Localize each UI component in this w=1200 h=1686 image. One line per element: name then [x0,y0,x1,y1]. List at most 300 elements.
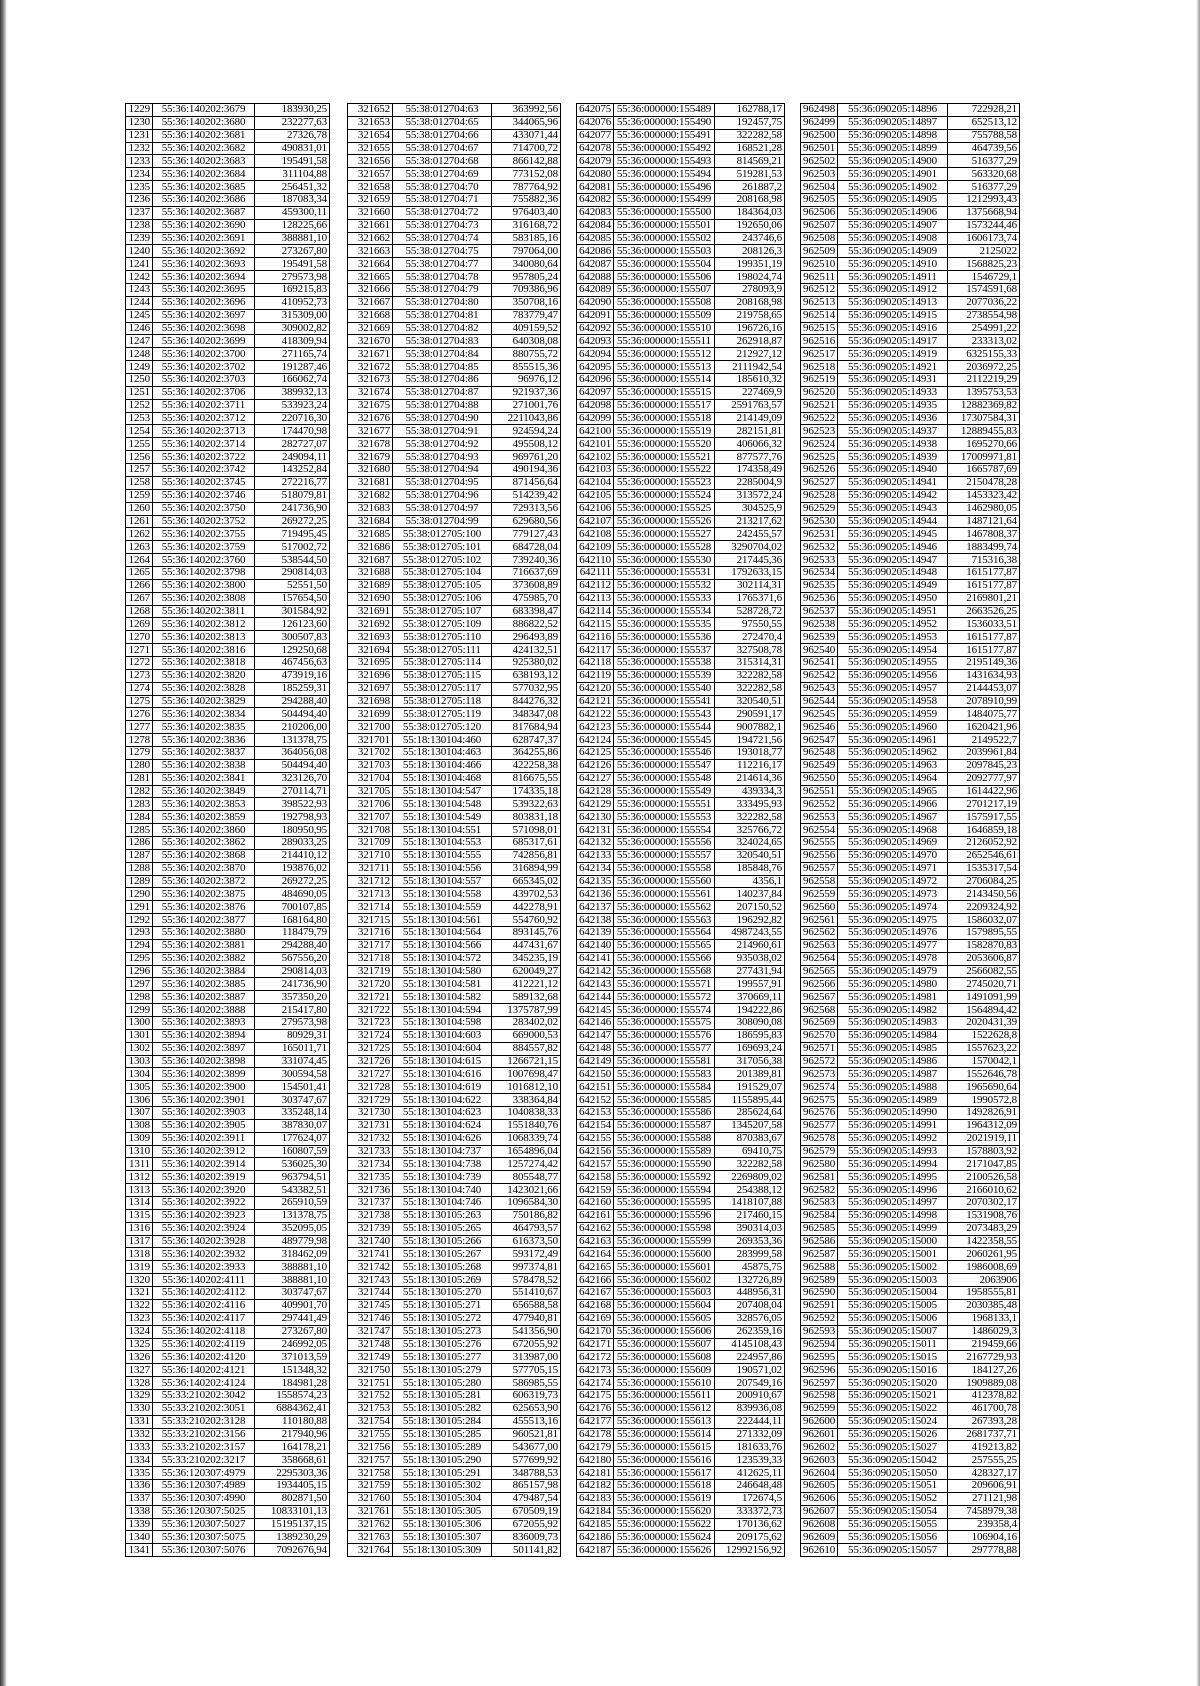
table-row [348,489,561,502]
row-number-cell: 642097 [577,386,614,399]
table-row [801,258,1020,271]
row-number-cell: 962568 [801,1004,838,1017]
cadastral-value-cell: 464793,57 [492,1222,561,1235]
cadastral-number-cell: 55:36:000000:155493 [614,155,715,168]
row-number-cell: 642135 [577,875,614,888]
row-number-cell: 321731 [348,1119,393,1132]
cadastral-value-cell: 297441,49 [255,1312,330,1325]
cadastral-value-cell: 2663526,25 [948,605,1020,618]
table-row [348,1389,561,1402]
table-row [126,181,330,194]
cadastral-value-cell: 194721,56 [715,734,785,747]
cadastral-number-cell: 55:36:090205:14947 [838,554,948,567]
cadastral-number-cell: 55:36:140202:3914 [153,1158,255,1171]
row-number-cell: 962499 [801,116,838,129]
cadastral-table-block-2 [347,103,561,1557]
table-row [348,695,561,708]
table-row [348,155,561,168]
cadastral-value-cell: 388881,10 [255,1261,330,1274]
table-row [801,1518,1020,1531]
cadastral-value-cell: 294288,40 [255,695,330,708]
cadastral-number-cell: 55:36:000000:155518 [614,412,715,425]
cadastral-value-cell: 272470,4 [715,631,785,644]
cadastral-number-cell: 55:36:000000:155530 [614,554,715,567]
row-number-cell: 962521 [801,399,838,412]
cadastral-value-cell: 97550,55 [715,618,785,631]
table-row [348,1338,561,1351]
cadastral-number-cell: 55:36:000000:155583 [614,1068,715,1081]
row-number-cell: 962587 [801,1248,838,1261]
cadastral-value-cell: 836009,73 [492,1531,561,1544]
row-number-cell: 1240 [126,245,153,258]
cadastral-number-cell: 55:18:130105:272 [393,1312,492,1325]
cadastral-value-cell: 192457,75 [715,116,785,129]
table-row [577,142,785,155]
cadastral-number-cell: 55:38:012705:101 [393,541,492,554]
row-number-cell: 642124 [577,734,614,747]
table-row [577,386,785,399]
table-row [126,284,330,297]
cadastral-number-cell: 55:36:140202:3800 [153,579,255,592]
cadastral-number-cell: 55:36:000000:155626 [614,1544,715,1557]
row-number-cell: 642101 [577,438,614,451]
row-number-cell: 642114 [577,605,614,618]
cadastral-number-cell: 55:36:140202:3818 [153,656,255,669]
table-row [577,824,785,837]
cadastral-value-cell: 459300,11 [255,206,330,219]
row-number-cell: 321660 [348,206,393,219]
row-number-cell: 962553 [801,811,838,824]
row-number-cell: 642166 [577,1274,614,1287]
cadastral-value-cell: 131378,75 [255,1209,330,1222]
row-number-cell: 321709 [348,836,393,849]
table-row [126,425,330,438]
row-number-cell: 642117 [577,644,614,657]
table-row [126,1055,330,1068]
row-number-cell: 962551 [801,785,838,798]
cadastral-number-cell: 55:36:140202:3722 [153,451,255,464]
table-row [126,875,330,888]
cadastral-value-cell: 187083,34 [255,194,330,207]
table-row [126,682,330,695]
cadastral-number-cell: 55:36:090205:15011 [838,1338,948,1351]
cadastral-number-cell: 55:36:090205:14952 [838,618,948,631]
row-number-cell: 962566 [801,978,838,991]
cadastral-value-cell: 317056,38 [715,1055,785,1068]
table-row [577,528,785,541]
cadastral-number-cell: 55:36:090205:14993 [838,1145,948,1158]
row-number-cell: 962580 [801,1158,838,1171]
row-number-cell: 1238 [126,219,153,232]
cadastral-number-cell: 55:36:000000:155538 [614,656,715,669]
table-row [801,1441,1020,1454]
cadastral-value-cell: 1564894,42 [948,1004,1020,1017]
cadastral-value-cell: 324024,65 [715,836,785,849]
table-row [801,939,1020,952]
table-row [801,862,1020,875]
cadastral-value-cell: 628747,37 [492,734,561,747]
row-number-cell: 1318 [126,1248,153,1261]
row-number-cell: 321701 [348,734,393,747]
row-number-cell: 1253 [126,412,153,425]
table-row [577,1248,785,1261]
table-row [801,374,1020,387]
table-row [801,502,1020,515]
cadastral-value-cell: 199351,19 [715,258,785,271]
table-row [801,682,1020,695]
cadastral-number-cell: 55:36:140202:3693 [153,258,255,271]
row-number-cell: 1327 [126,1364,153,1377]
cadastral-value-cell: 629680,56 [492,515,561,528]
row-number-cell: 642092 [577,322,614,335]
table-row [126,1454,330,1467]
cadastral-number-cell: 55:38:012704:81 [393,309,492,322]
cadastral-number-cell: 55:36:140202:3694 [153,271,255,284]
cadastral-number-cell: 55:36:090205:14897 [838,116,948,129]
cadastral-number-cell: 55:38:012704:63 [393,104,492,117]
cadastral-number-cell: 55:18:130104:740 [393,1184,492,1197]
cadastral-value-cell: 271121,98 [948,1492,1020,1505]
table-row [801,399,1020,412]
table-row [577,155,785,168]
cadastral-value-cell: 1570042,1 [948,1055,1020,1068]
table-row [348,1364,561,1377]
cadastral-value-cell: 174335,18 [492,785,561,798]
cadastral-number-cell: 55:36:140202:3877 [153,914,255,927]
row-number-cell: 962509 [801,245,838,258]
row-number-cell: 1302 [126,1042,153,1055]
cadastral-number-cell: 55:18:130105:276 [393,1338,492,1351]
row-number-cell: 321654 [348,129,393,142]
table-row [126,1107,330,1120]
row-number-cell: 642179 [577,1441,614,1454]
table-row [577,592,785,605]
cadastral-value-cell: 1568825,23 [948,258,1020,271]
row-number-cell: 1229 [126,104,153,117]
cadastral-value-cell: 2566082,55 [948,965,1020,978]
table-row [126,1222,330,1235]
cadastral-value-cell: 1375787,99 [492,1004,561,1017]
table-row [126,1351,330,1364]
table-row [577,1145,785,1158]
row-number-cell: 642184 [577,1505,614,1518]
row-number-cell: 1303 [126,1055,153,1068]
table-row [801,1119,1020,1132]
cadastral-number-cell: 55:36:120307:4990 [153,1492,255,1505]
cadastral-value-cell: 340080,64 [492,258,561,271]
row-number-cell: 642138 [577,914,614,927]
row-number-cell: 321672 [348,361,393,374]
table-row [348,1261,561,1274]
cadastral-value-cell: 170136,62 [715,1518,785,1531]
row-number-cell: 321671 [348,348,393,361]
cadastral-number-cell: 55:36:140202:3912 [153,1145,255,1158]
cadastral-value-cell: 27326,78 [255,129,330,142]
cadastral-value-cell: 10833101,13 [255,1505,330,1518]
table-row [577,656,785,669]
cadastral-value-cell: 348347,08 [492,708,561,721]
row-number-cell: 321722 [348,1004,393,1017]
cadastral-value-cell: 328576,05 [715,1312,785,1325]
table-row [348,734,561,747]
table-row [348,296,561,309]
table-row [801,836,1020,849]
table-row [348,104,561,117]
table-row [348,1209,561,1222]
cadastral-value-cell: 4987243,55 [715,927,785,940]
cadastral-number-cell: 55:36:090205:14937 [838,425,948,438]
table-row [348,1505,561,1518]
cadastral-value-cell: 516377,29 [948,181,1020,194]
row-number-cell: 962532 [801,541,838,554]
row-number-cell: 321700 [348,721,393,734]
cadastral-number-cell: 55:38:012704:84 [393,348,492,361]
table-row [348,271,561,284]
row-number-cell: 1269 [126,618,153,631]
cadastral-number-cell: 55:36:000000:155517 [614,399,715,412]
cadastral-value-cell: 816675,55 [492,772,561,785]
cadastral-value-cell: 294288,40 [255,939,330,952]
cadastral-value-cell: 455513,16 [492,1415,561,1428]
table-row [577,914,785,927]
table-row [348,1094,561,1107]
row-number-cell: 642147 [577,1029,614,1042]
cadastral-value-cell: 209606,91 [948,1479,1020,1492]
cadastral-value-cell: 313572,24 [715,489,785,502]
table-row [577,888,785,901]
cadastral-number-cell: 55:38:012704:93 [393,451,492,464]
row-number-cell: 962539 [801,631,838,644]
cadastral-value-cell: 262359,16 [715,1325,785,1338]
table-row [348,1377,561,1390]
cadastral-value-cell: 409159,52 [492,322,561,335]
table-row [348,1441,561,1454]
row-number-cell: 1260 [126,502,153,515]
table-row [348,1042,561,1055]
table-row [348,245,561,258]
table-row [348,952,561,965]
cadastral-number-cell: 55:36:000000:155556 [614,836,715,849]
cadastral-number-cell: 55:36:090205:14910 [838,258,948,271]
cadastral-number-cell: 55:36:090205:14994 [838,1158,948,1171]
cadastral-value-cell: 672055,92 [492,1338,561,1351]
cadastral-value-cell: 129250,68 [255,644,330,657]
table-row [348,1132,561,1145]
table-row [577,1544,785,1557]
cadastral-value-cell: 976403,40 [492,206,561,219]
row-number-cell: 962564 [801,952,838,965]
cadastral-value-cell: 1491091,99 [948,991,1020,1004]
cadastral-number-cell: 55:38:012705:115 [393,669,492,682]
row-number-cell: 1289 [126,875,153,888]
table-row [577,939,785,952]
table-row [126,991,330,1004]
table-row [348,438,561,451]
table-row [348,1544,561,1557]
cadastral-value-cell: 169215,83 [255,284,330,297]
cadastral-number-cell: 55:38:012705:106 [393,592,492,605]
row-number-cell: 1247 [126,335,153,348]
row-number-cell: 1337 [126,1492,153,1505]
row-number-cell: 1316 [126,1222,153,1235]
row-number-cell: 962599 [801,1402,838,1415]
cadastral-number-cell: 55:36:000000:155585 [614,1094,715,1107]
cadastral-number-cell: 55:36:090205:14900 [838,155,948,168]
cadastral-value-cell: 1573244,46 [948,219,1020,232]
cadastral-value-cell: 348788,53 [492,1467,561,1480]
cadastral-value-cell: 652513,12 [948,116,1020,129]
table-row [577,219,785,232]
row-number-cell: 321699 [348,708,393,721]
table-row [348,258,561,271]
cadastral-value-cell: 625653,90 [492,1402,561,1415]
cadastral-value-cell: 1486029,3 [948,1325,1020,1338]
table-row [577,1351,785,1364]
row-number-cell: 642094 [577,348,614,361]
cadastral-value-cell: 214149,09 [715,412,785,425]
table-row [577,245,785,258]
cadastral-value-cell: 243746,6 [715,232,785,245]
row-number-cell: 642187 [577,1544,614,1557]
cadastral-value-cell: 333372,73 [715,1505,785,1518]
row-number-cell: 962577 [801,1119,838,1132]
table-row [801,451,1020,464]
table-row [126,1518,330,1531]
cadastral-number-cell: 55:36:140202:3697 [153,309,255,322]
cadastral-number-cell: 55:36:140202:3836 [153,734,255,747]
cadastral-value-cell: 1557623,22 [948,1042,1020,1055]
cadastral-value-cell: 2150478,28 [948,476,1020,489]
cadastral-value-cell: 2701217,19 [948,798,1020,811]
table-row [126,836,330,849]
cadastral-value-cell: 1578803,92 [948,1145,1020,1158]
table-row [801,296,1020,309]
row-number-cell: 1310 [126,1145,153,1158]
cadastral-number-cell: 55:36:090205:14962 [838,746,948,759]
cadastral-number-cell: 55:36:090205:15016 [838,1364,948,1377]
cadastral-value-cell: 195491,58 [255,258,330,271]
table-row [348,554,561,567]
row-number-cell: 1293 [126,927,153,940]
cadastral-value-cell: 669000,53 [492,1029,561,1042]
row-number-cell: 962547 [801,734,838,747]
table-row [126,669,330,682]
cadastral-number-cell: 55:36:140202:3884 [153,965,255,978]
row-number-cell: 962504 [801,181,838,194]
row-number-cell: 962507 [801,219,838,232]
cadastral-number-cell: 55:36:140202:4117 [153,1312,255,1325]
cadastral-value-cell: 301584,92 [255,605,330,618]
cadastral-value-cell: 715316,38 [948,554,1020,567]
table-row [126,939,330,952]
cadastral-number-cell: 55:36:090205:14951 [838,605,948,618]
row-number-cell: 642178 [577,1428,614,1441]
cadastral-value-cell: 855515,36 [492,361,561,374]
cadastral-value-cell: 1212993,43 [948,194,1020,207]
cadastral-number-cell: 55:36:090205:14944 [838,515,948,528]
table-row [577,1338,785,1351]
table-row [348,1518,561,1531]
row-number-cell: 321658 [348,181,393,194]
cadastral-number-cell: 55:36:000000:155554 [614,824,715,837]
table-row [801,824,1020,837]
cadastral-number-cell: 55:36:140202:3680 [153,116,255,129]
row-number-cell: 1329 [126,1389,153,1402]
cadastral-number-cell: 55:18:130104:556 [393,862,492,875]
row-number-cell: 321729 [348,1094,393,1107]
cadastral-number-cell: 55:18:130105:306 [393,1518,492,1531]
cadastral-value-cell: 207549,16 [715,1377,785,1390]
row-number-cell: 642155 [577,1132,614,1145]
table-row [126,849,330,862]
cadastral-number-cell: 55:36:090205:14999 [838,1222,948,1235]
row-number-cell: 321733 [348,1145,393,1158]
cadastral-value-cell: 304525,9 [715,502,785,515]
cadastral-number-cell: 55:36:000000:155587 [614,1119,715,1132]
cadastral-number-cell: 55:36:140202:3713 [153,425,255,438]
cadastral-number-cell: 55:38:012704:80 [393,296,492,309]
cadastral-number-cell: 55:36:140202:3714 [153,438,255,451]
row-number-cell: 1292 [126,914,153,927]
cadastral-value-cell: 1546729,1 [948,271,1020,284]
cadastral-value-cell: 577705,15 [492,1364,561,1377]
table-row [801,1325,1020,1338]
cadastral-number-cell: 55:36:090205:14981 [838,991,948,1004]
row-number-cell: 962554 [801,824,838,837]
cadastral-value-cell: 1551840,76 [492,1119,561,1132]
cadastral-value-cell: 327508,78 [715,644,785,657]
cadastral-value-cell: 12882369,82 [948,399,1020,412]
cadastral-value-cell: 787764,92 [492,181,561,194]
cadastral-value-cell: 196292,82 [715,914,785,927]
cadastral-value-cell: 168521,28 [715,142,785,155]
table-row [126,1441,330,1454]
row-number-cell: 642119 [577,669,614,682]
table-row [801,1531,1020,1544]
cadastral-number-cell: 55:18:130104:622 [393,1094,492,1107]
cadastral-number-cell: 55:36:000000:155508 [614,296,715,309]
table-row [126,1184,330,1197]
cadastral-number-cell: 55:36:090205:14909 [838,245,948,258]
cadastral-number-cell: 55:36:140202:3699 [153,335,255,348]
cadastral-value-cell: 207150,52 [715,901,785,914]
cadastral-number-cell: 55:36:090205:14992 [838,1132,948,1145]
table-row [577,849,785,862]
cadastral-value-cell: 1958555,81 [948,1287,1020,1300]
cadastral-value-cell: 283999,58 [715,1248,785,1261]
row-number-cell: 1296 [126,965,153,978]
cadastral-number-cell: 55:36:000000:155526 [614,515,715,528]
cadastral-number-cell: 55:18:130104:460 [393,734,492,747]
row-number-cell: 962602 [801,1441,838,1454]
table-row [348,1171,561,1184]
table-row [126,1197,330,1210]
cadastral-number-cell: 55:36:140202:3760 [153,554,255,567]
table-row [801,284,1020,297]
cadastral-number-cell: 55:36:140202:3755 [153,528,255,541]
cadastral-number-cell: 55:36:140202:3700 [153,348,255,361]
cadastral-number-cell: 55:36:140202:3872 [153,875,255,888]
cadastral-number-cell: 55:36:140202:3849 [153,785,255,798]
row-number-cell: 962595 [801,1351,838,1364]
table-row [801,1042,1020,1055]
cadastral-number-cell: 55:36:000000:155610 [614,1377,715,1390]
cadastral-value-cell: 184127,26 [948,1364,1020,1377]
table-row [801,1235,1020,1248]
row-number-cell: 962565 [801,965,838,978]
cadastral-number-cell: 55:18:130105:281 [393,1389,492,1402]
cadastral-value-cell: 442278,91 [492,901,561,914]
